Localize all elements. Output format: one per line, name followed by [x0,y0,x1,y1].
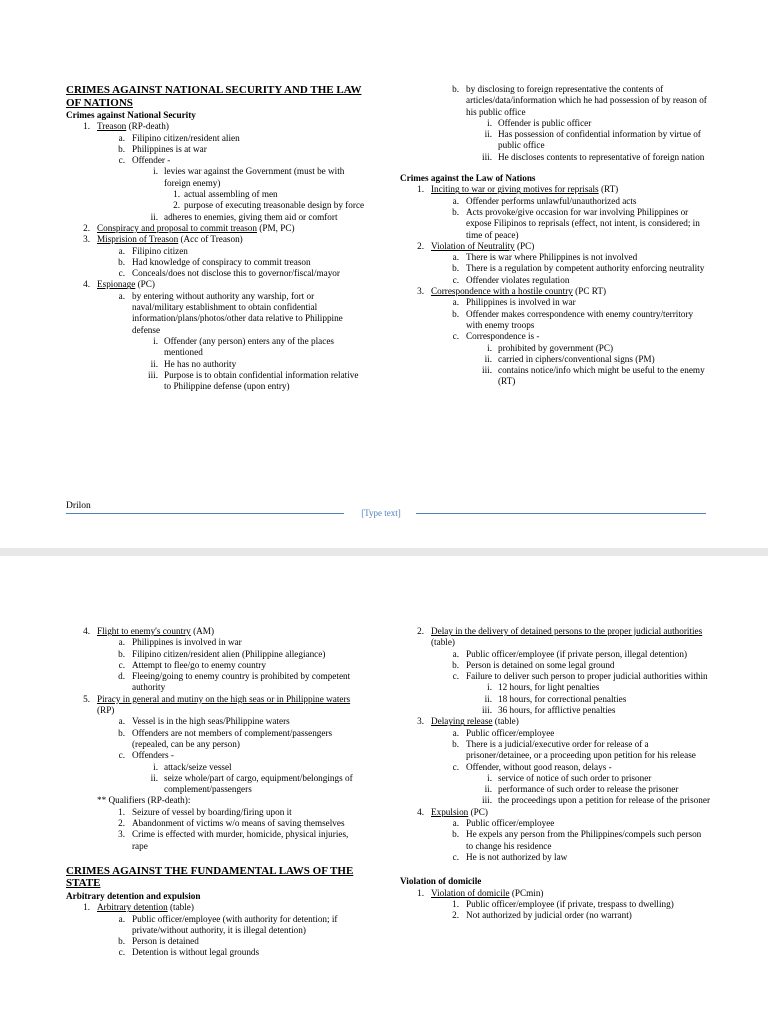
list-item-text: Offenders - [132,750,174,761]
list-item [400,888,710,899]
list-item [400,129,710,152]
list-item [400,286,710,297]
list-item [66,671,366,694]
list-marker: c. [118,947,125,958]
subsection-title: Violation of domicile [400,876,482,887]
list-item-text: Filipino citizen/resident alien (Philippine allegiance) [132,648,326,659]
list-marker: a. [452,297,459,308]
list-marker: ii. [484,129,492,140]
list-marker: b. [452,263,459,274]
list-item-text: Offender, without good reason, delays - [466,761,612,772]
page-footer [66,501,706,521]
list-item-text: Had knowledge of conspiracy to commit treason [132,256,311,267]
list-marker: b. [452,659,459,670]
list-item-text: Correspondence with a hostile country (PC RT) [431,286,606,297]
list-item [66,257,366,268]
nested-list [66,133,366,223]
list-marker: 2. [173,200,180,211]
nested-list [400,118,710,163]
nested-list [66,336,366,392]
list-item [400,807,710,818]
list-item-text: adheres to enemies, giving them aid or comfort [164,211,338,222]
list-marker: ii. [484,353,492,364]
list-item [66,902,366,913]
subsection-title: Crimes against the Law of Nations [400,173,536,184]
list-item-text: Fleeing/going to enemy country is prohibited by competent authority [132,671,351,693]
list-item [66,829,366,852]
list-item-text: 36 hours, for afflictive penalties [498,705,616,716]
list-marker: c. [452,331,459,342]
list-item [66,936,366,947]
list-item-text: Offender (any person) enters any of the places mentioned [164,335,334,358]
list-item [400,626,710,649]
list-item-text: Not authorized by judicial order (no warrant) [466,910,632,921]
list-item [66,200,366,211]
list-item-text: Offender violates regulation [466,274,570,285]
list-item [66,291,366,336]
nested-list [66,166,366,222]
list-item [400,728,710,739]
list-item-text: performance of such order to release the prisoner [498,784,679,795]
page1-left-column [66,84,366,392]
list-marker: ii. [484,784,492,795]
list-marker: 1. [417,184,424,195]
list-item [66,336,366,359]
list-marker: ii. [150,211,158,222]
list-item [66,716,366,727]
list-item [400,660,710,671]
list-item [400,152,710,163]
list-item-text: Conceals/does not disclose this to governor/fiscal/mayor [132,268,340,279]
list-item-text: Public officer/employee [466,727,555,738]
list-item [400,739,710,762]
list-marker: 1. [83,121,90,132]
list-marker: a. [118,716,125,727]
list-marker: 3. [118,829,125,840]
list-item [400,773,710,784]
list-item [66,762,366,773]
list-item [400,910,710,921]
outline-list [66,626,366,795]
list-item-text: He discloses contents to representative of foreign nation [498,151,705,162]
list-item-text: Attempt to flee/go to enemy country [132,659,266,670]
nested-list [400,196,710,241]
nested-list [66,762,366,796]
list-item-text: Flight to enemy's country (AM) [97,626,215,636]
list-marker: b. [452,308,459,319]
nested-list [400,297,710,387]
outline-list [400,84,710,163]
outline-list [400,888,710,922]
list-marker: a. [452,195,459,206]
list-item-text: Offender - [132,155,171,166]
nested-list [400,649,710,717]
list-item [400,118,710,129]
page2-left-column [66,626,366,959]
list-item [66,370,366,393]
list-item [66,133,366,144]
list-item [66,155,366,166]
list-item-text: Philippines is involved in war [466,297,576,308]
page1-right-column [400,84,710,388]
list-item-text: Violation of domicile (PCmin) [431,887,544,898]
list-item [400,852,710,863]
list-marker: 1. [173,189,180,200]
list-marker: i. [487,772,492,783]
list-item-text: attack/seize vessel [164,761,232,772]
list-item-text: contains notice/info which might be useful to the enemy (RT) [498,365,705,387]
list-marker: a. [452,252,459,263]
list-marker: a. [118,913,125,924]
list-item [66,750,366,761]
list-marker: c. [452,761,459,772]
list-marker: a. [118,290,125,301]
list-item-text: Violation of Neutrality (PC) [431,240,535,251]
list-item-text: Piracy in general and mutiny on the high seas or in Philippine waters (RP) [97,693,351,716]
footer-divider [66,513,344,514]
list-item-text: Expulsion (PC) [431,806,488,817]
list-item-text: seize whole/part of cargo, equipment/belongings of complement/passengers [164,772,353,795]
list-item-text: Public officer/employee [466,818,555,829]
list-item-text: levies war against the Government (must be with foreign enemy) [164,166,345,188]
list-item [400,682,710,693]
list-item-text: service of notice of such order to prisoner [498,772,652,783]
list-marker: 3. [417,286,424,297]
list-item [400,818,710,829]
list-marker: ii. [150,772,158,783]
list-item [400,84,710,118]
list-marker: b. [452,738,459,749]
subsection-title: Arbitrary detention and expulsion [66,890,201,901]
subsection-title: Crimes against National Security [66,110,196,120]
list-marker: 5. [83,693,90,704]
list-item-text: He expels any person from the Philippines/compels such person to change his residence [466,829,702,851]
list-item [66,649,366,660]
list-item [66,246,366,257]
list-item-text: Failure to deliver such person to proper judicial authorities within [466,671,708,682]
list-item-text: Public officer/employee (with authority for detention; if private/without authority, it is illegal detention) [132,913,338,935]
list-item [400,705,710,716]
list-item-text: Public officer/employee (if private, trespass to dwelling) [466,898,674,909]
list-marker: a. [118,637,125,648]
list-item [66,947,366,958]
list-marker: iii. [482,151,492,162]
list-item-text: carried in ciphers/conventional signs (PM) [498,353,655,364]
list-item [66,773,366,796]
list-item-text: Delaying release (table) [431,716,519,727]
list-item [400,784,710,795]
list-marker: iii. [482,705,492,716]
list-item-text: Acts provoke/give occasion for war involving Philippines or expose Filipinos to reprisals (effect, not intent, is considered; in time of peace) [466,206,700,240]
list-marker: 4. [417,806,424,817]
list-marker: b. [118,727,125,738]
list-item-text: There is a regulation by competent authority enforcing neutrality [466,263,705,274]
list-marker: i. [153,335,158,346]
list-marker: ii. [484,693,492,704]
list-item-text: by entering without authority any warship, fort or naval/military establishment to obtain confidential information/plans/photos/other data relative to Philippine defense [132,290,343,335]
list-item-text: Filipino citizen [132,245,188,256]
list-marker: iii. [482,365,492,376]
list-item-text: There is a judicial/executive order for release of a prisoner/detainee, or a proceeding upon petition for his release [466,738,696,761]
list-item [400,899,710,910]
nested-list [400,252,710,286]
list-marker: c. [452,274,459,285]
list-item [66,166,366,189]
list-marker: c. [118,155,125,166]
list-item-text: Seizure of vessel by boarding/firing upon it [132,806,292,817]
list-item [66,212,366,223]
list-item-text: Inciting to war or giving motives for reprisals (RT) [431,184,619,195]
list-item [400,263,710,274]
list-item [400,184,710,195]
list-item [66,279,366,290]
list-marker: 2. [417,240,424,251]
nested-list [400,818,710,863]
nested-list [66,637,366,693]
nested-list [400,728,710,807]
document-page-2 [0,556,768,1024]
list-item-text: Offender performs unlawful/unauthorized acts [466,195,637,206]
list-item-text: Correspondence is - [466,331,540,342]
list-item-text: Crime is effected with murder, homicide, physical injuries, rape [132,829,349,851]
list-marker: c. [452,671,459,682]
footer-author: Drilon [66,501,91,511]
list-marker: 1. [83,902,90,913]
list-item-text: 12 hours, for light penalties [498,682,600,693]
footer-divider [416,513,706,514]
nested-list [400,899,710,922]
nested-list [66,914,366,959]
list-item-text: Offenders are not members of complement/passengers (repealed, can be any person) [132,727,333,749]
list-item [66,637,366,648]
list-item-text: Espionage (PC) [97,279,155,290]
list-marker: i. [153,166,158,177]
list-item [400,331,710,342]
list-item [400,297,710,308]
list-marker: a. [452,648,459,659]
list-item-text: He has no authority [164,358,237,369]
list-item [400,343,710,354]
list-item [66,626,366,637]
list-item-text: Person is detained on some legal ground [466,659,615,670]
list-marker: iii. [482,795,492,806]
list-marker: b. [118,936,125,947]
list-marker: i. [487,117,492,128]
list-marker: b. [118,648,125,659]
list-item [400,275,710,286]
list-item-text: Misprision of Treason (Acc of Treason) [97,234,243,245]
list-marker: iii. [148,369,158,380]
list-marker: c. [118,268,125,279]
list-marker: a. [452,727,459,738]
list-marker: b. [452,84,459,94]
page2-right-column [400,626,710,921]
list-item [400,829,710,852]
list-marker: 1. [417,887,424,898]
section-title: CRIMES AGAINST NATIONAL SECURITY AND THE LAW OF NATIONS [66,84,362,109]
list-marker: ii. [150,358,158,369]
list-marker: 4. [83,626,90,636]
list-marker: c. [452,851,459,862]
list-item-text: Public officer/employee (if private person, illegal detention) [466,648,688,659]
list-item [400,365,710,388]
list-item-text: He is not authorized by law [466,851,568,862]
list-marker: 2. [452,910,459,921]
list-item [66,694,366,717]
list-item-text: Offender makes correspondence with enemy country/territory with enemy troops [466,308,694,330]
section-title: CRIMES AGAINST THE FUNDAMENTAL LAWS OF THE STATE [66,864,354,890]
list-item [400,762,710,773]
list-marker: 4. [83,279,90,290]
nested-list [66,189,366,212]
list-item-text: Philippines is at war [132,143,207,154]
list-item-text: Treason (RP-death) [97,121,169,132]
nested-list [400,682,710,716]
list-marker: b. [452,206,459,217]
list-marker: b. [118,256,125,267]
list-item [400,716,710,727]
list-item-text: the proceedings upon a petition for release of the prisoner [498,795,711,806]
list-marker: a. [118,132,125,143]
list-item [66,660,366,671]
spacer [400,163,710,173]
spacer [66,852,366,865]
list-item [66,144,366,155]
list-marker: 3. [83,234,90,245]
list-marker: 2. [118,818,125,829]
list-marker: i. [487,682,492,693]
list-item-text: Purpose is to obtain confidential information relative to Philippine defense (upon entry) [164,369,359,392]
list-item-text: Person is detained [132,936,199,947]
list-marker: b. [118,143,125,154]
spacer [400,863,710,876]
list-item-text: Philippines is involved in war [132,637,242,648]
list-marker: 1. [118,806,125,817]
outline-list [66,807,366,852]
list-item-text: There is war where Philippines is not involved [466,252,638,263]
nested-list [66,291,366,393]
list-item [400,694,710,705]
nested-list [66,716,366,795]
list-item-text: Conspiracy and proposal to commit treason (PM, PC) [97,222,295,233]
list-marker: 2. [83,222,90,233]
list-item [400,671,710,682]
list-item-text: by disclosing to foreign representative the contents of articles/data/information which he had possession of by reason of his public office [466,84,707,117]
footer-placeholder: [Type text] [361,508,401,518]
list-item [400,354,710,365]
outline-list [400,626,710,863]
list-item-text: prohibited by government (PC) [498,342,614,353]
outline-list [400,184,710,387]
list-item [400,309,710,332]
list-item [66,818,366,829]
list-marker: 2. [417,626,424,636]
list-marker: b. [452,829,459,840]
list-marker: a. [118,245,125,256]
list-item [400,252,710,263]
list-item [400,196,710,207]
list-item [66,121,366,132]
list-item-text: Arbitrary detention (table) [97,902,194,913]
list-item-text: Has possession of confidential information by virtue of public office [498,129,701,151]
list-marker: c. [118,750,125,761]
nested-list [400,343,710,388]
list-item-text: actual assembling of men [184,189,278,200]
list-item-text: Filipino citizen/resident alien [132,132,240,143]
list-item [400,207,710,241]
list-item [66,914,366,937]
list-marker: i. [487,342,492,353]
list-marker: d. [118,671,125,682]
list-item [400,241,710,252]
list-item-text: Offender is public officer [498,117,592,128]
list-item-text: purpose of executing treasonable design by force [184,200,365,211]
list-item [66,359,366,370]
list-marker: c. [118,659,125,670]
list-item-text: Vessel is in the high seas/Philippine waters [132,716,290,727]
list-item [66,189,366,200]
list-item-text: Delay in the delivery of detained persons to the proper judicial authorities (table) [431,626,703,648]
outline-list [66,121,366,392]
list-item [66,268,366,279]
list-item-text: 18 hours, for correctional penalties [498,693,627,704]
nested-list [66,246,366,280]
list-marker: a. [452,818,459,829]
list-item [66,234,366,245]
nested-list [400,773,710,807]
outline-list [66,902,366,958]
list-item [66,807,366,818]
list-item [66,728,366,751]
list-item [66,223,366,234]
qualifiers-heading: ** Qualifiers (RP-death): [97,795,191,806]
list-item [400,649,710,660]
list-item-text: Abandonment of victims w/o means of saving themselves [132,818,345,829]
list-marker: 1. [452,898,459,909]
list-marker: 3. [417,716,424,727]
list-marker: i. [153,761,158,772]
list-item-text: Detention is without legal grounds [132,947,260,958]
list-item [400,795,710,806]
